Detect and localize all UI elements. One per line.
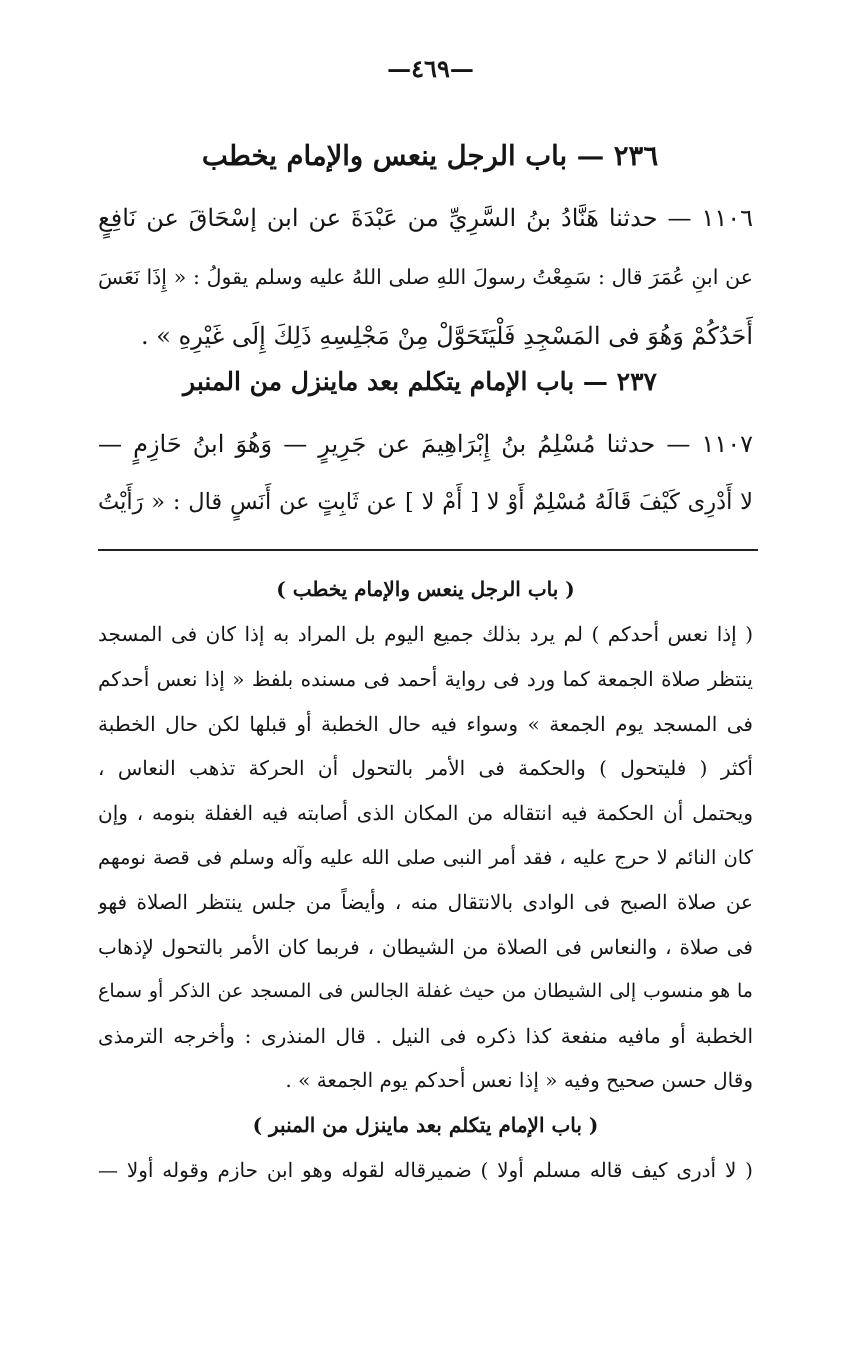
commentary-heading-236: ( باب الرجل ينعس والإمام يخطب )	[276, 577, 575, 601]
commentary-line: ما هو منسوب إلى الشيطان من حيث غفلة الجالس فى المسجد عن الذكر أو سماع	[98, 980, 753, 1002]
commentary-line: أكثر ( فليتحول ) والحكمة فى الأمر بالتحول أن الحركة تذهب النعاس ،	[98, 756, 753, 780]
commentary-line: فى المسجد يوم الجمعة » وسواء فيه حال الخطبة أو قبلها لكن حال الخطبة	[98, 712, 753, 736]
hadith-1107-line-2: لا أَدْرِى كَيْفَ قَالَهُ مُسْلِمٌ أَوْ لا [ أَمْ لا ] عن ثَابِتٍ عن أَنَسٍ قال : « رَأَيْتُ	[98, 489, 753, 515]
chapter-heading-237: ٢٣٧ — باب الإمام يتكلم بعد ماينزل من المنبر	[183, 367, 657, 396]
commentary-line: ( إذا نعس أحدكم ) لم يرد بذلك جميع اليوم بل المراد به إذا كان فى المسجد	[98, 622, 753, 646]
hadith-1106-line-1: ١١٠٦ — حدثنا هَنَّادُ بنُ السَّرِيِّ من عَبْدَةَ عن ابن إسْحَاقَ عن نَافِعٍ	[98, 204, 753, 232]
commentary-line: الخطبة أو مافيه منفعة كذا ذكره فى النيل . قال المنذرى : وأخرجه الترمذى	[98, 1024, 753, 1048]
hadith-1106-line-2: عن ابنِ عُمَرَ قال : سَمِعْتُ رسولَ اللهِ صلى اللهُ عليه وسلم يقولُ : « إِذَا نَعَسَ	[98, 265, 753, 289]
footnote-separator	[98, 549, 758, 551]
commentary-line: عن صلاة الصبح فى الوادى بالانتقال منه ، وأيضاً من جلس ينتظر الصلاة فهو	[98, 890, 753, 914]
commentary-line: وقال حسن صحيح وفيه « إذا نعس أحدكم يوم الجمعة » .	[285, 1068, 753, 1092]
chapter-heading-236: ٢٣٦ — باب الرجل ينعس والإمام يخطب	[201, 140, 659, 172]
commentary-heading-237: ( باب الإمام يتكلم بعد ماينزل من المنبر )	[252, 1113, 599, 1137]
page-number: —٤٦٩—	[387, 54, 474, 83]
hadith-1106-line-3: أَحَدُكُمْ وَهُوَ فى المَسْجِدِ فَلْيَتَحَوَّلْ مِنْ مَجْلِسِهِ ذَلِكَ إِلَى غَيْرِهِ » .	[141, 322, 753, 350]
commentary-line: ( لا أدرى كيف قاله مسلم أولا ) ضميرقاله لقوله وهو ابن حازم وقوله أولا —	[98, 1158, 753, 1182]
commentary-line: ويحتمل أن الحكمة فيه انتقاله من المكان الذى أصابته فيه الغفلة بنومه ، وإن	[98, 801, 753, 825]
commentary-line: ينتظر صلاة الجمعة كما ورد فى رواية أحمد فى مسنده بلفظ « إذا نعس أحدكم	[98, 667, 753, 691]
commentary-line: فى صلاة ، والنعاس فى الصلاة من الشيطان ، فربما كان الأمر بالتحول لإذهاب	[98, 935, 753, 959]
hadith-1107-line-1: ١١٠٧ — حدثنا مُسْلِمُ بنُ إِبْرَاهِيمَ عن جَرِيرٍ — وَهُوَ ابنُ حَازِمٍ —	[98, 430, 753, 458]
commentary-line: كان النائم لا حرج عليه ، فقد أمر النبى صلى الله عليه وآله وسلم فى قصة نومهم	[98, 846, 753, 869]
